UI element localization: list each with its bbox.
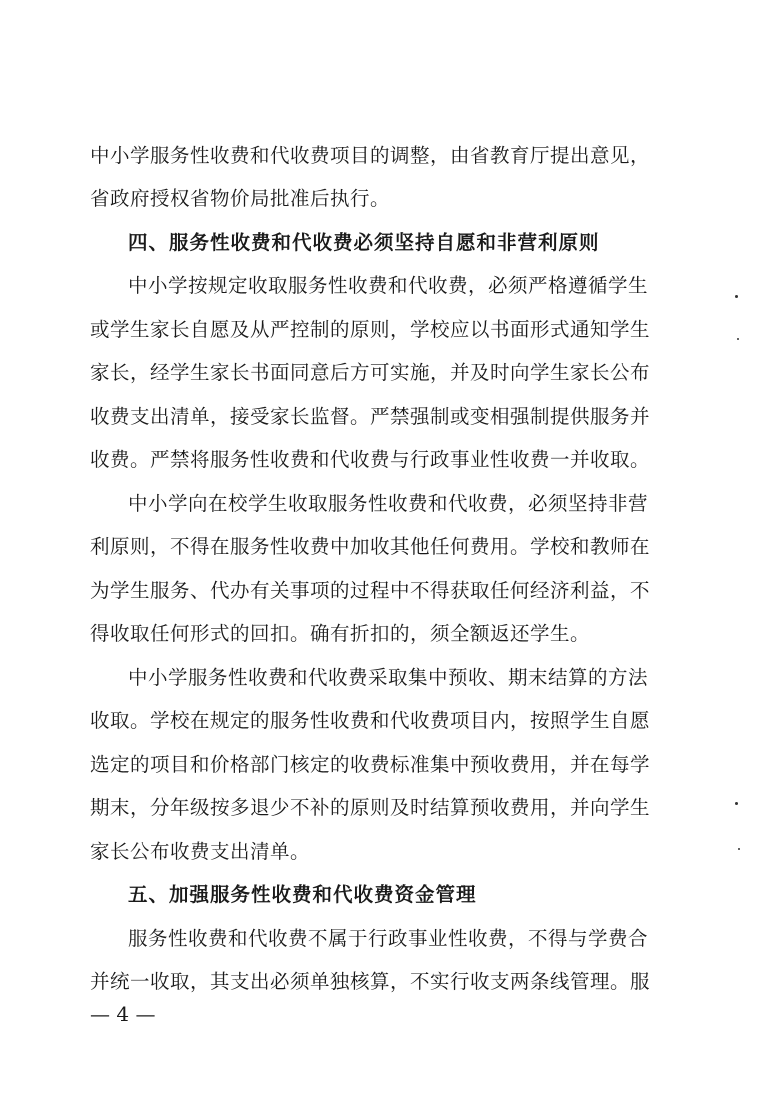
body-line: 期末，分年级按多退少不补的原则及时结算预收费用，并向学生 [90, 796, 651, 819]
body-line: 中小学向在校学生收取服务性收费和代收费，必须坚持非营 [128, 492, 649, 515]
body-line: 收费支出清单，接受家长监督。严禁强制或变相强制提供服务并 [90, 405, 651, 428]
body-line: 服务性收费和代收费不属于行政事业性收费，不得与学费合 [128, 927, 649, 950]
body-line: 得收取任何形式的回扣。确有折扣的，须全额返还学生。 [90, 622, 591, 645]
body-line: 中小学服务性收费和代收费项目的调整，由省教育厅提出意见， [90, 144, 651, 167]
page-number: — 4 — [90, 1002, 156, 1026]
scan-speck [735, 295, 738, 298]
body-line: 利原则，不得在服务性收费中加收其他任何费用。学校和教师在 [90, 535, 651, 558]
body-line: 选定的项目和价格部门核定的收费标准集中预收费用，并在每学 [90, 753, 651, 776]
scan-speck [738, 848, 740, 850]
body-line: 收费。严禁将服务性收费和代收费与行政事业性收费一并收取。 [90, 448, 651, 471]
body-line: 中小学服务性收费和代收费采取集中预收、期末结算的方法 [128, 666, 649, 689]
body-line: 省政府授权省物价局批准后执行。 [90, 187, 391, 210]
body-line: 中小学按规定收取服务性收费和代收费，必须严格遵循学生 [128, 274, 649, 297]
body-line: 或学生家长自愿及从严控制的原则，学校应以书面形式通知学生 [90, 318, 651, 341]
body-line: 家长，经学生家长书面同意后方可实施，并及时向学生家长公布 [90, 361, 651, 384]
body-line: 家长公布收费支出清单。 [90, 840, 311, 863]
body-line: 收取。学校在规定的服务性收费和代收费项目内，按照学生自愿 [90, 709, 651, 732]
scan-speck [737, 338, 739, 340]
scan-speck [735, 802, 738, 805]
section-heading-5: 五、加强服务性收费和代收费资金管理 [128, 883, 477, 906]
section-heading-4: 四、服务性收费和代收费必须坚持自愿和非营利原则 [128, 231, 600, 254]
body-line: 为学生服务、代办有关事项的过程中不得获取任何经济利益，不 [90, 579, 651, 602]
body-line: 并统一收取，其支出必须单独核算，不实行收支两条线管理。服 [90, 970, 651, 993]
